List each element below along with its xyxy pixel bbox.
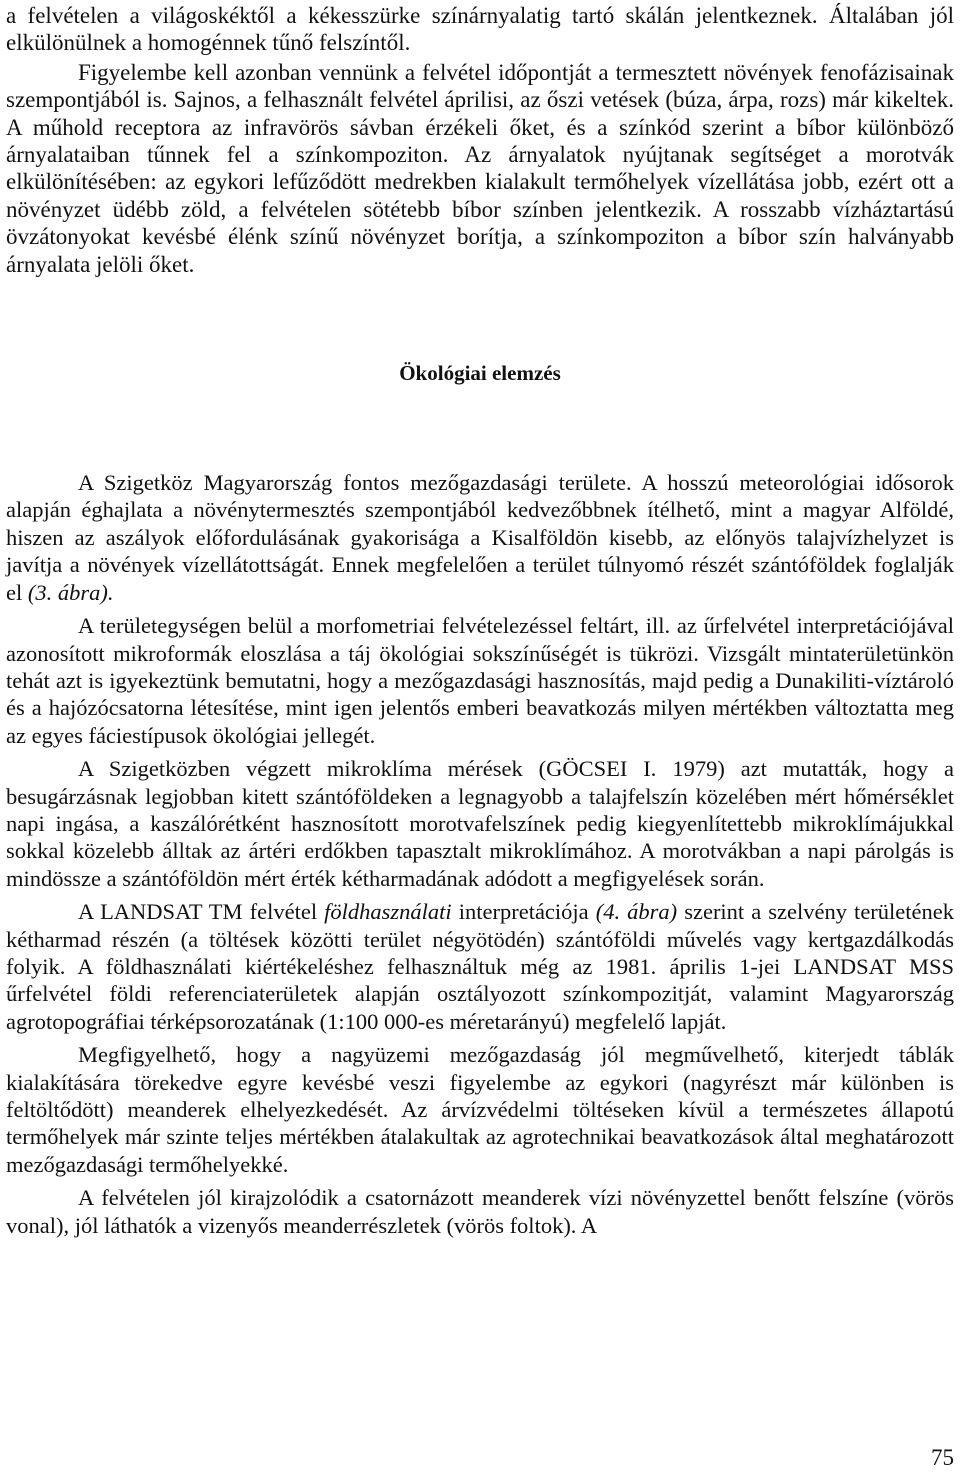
paragraph-text: A LANDSAT TM felvétel <box>78 899 325 925</box>
paragraph-landsat <box>6 898 954 1035</box>
figure-reference: (4. ábra) <box>595 899 678 925</box>
section-heading: Ökológiai elemzés <box>399 361 561 386</box>
emphasis-text: földhasználati <box>324 899 452 925</box>
paragraph-meanders: A felvételen jól kirajzolódik a csatornázott meanderek vízi növényzettel benőtt felszíne (vörös vonal), jól láthatók a vizenyős meanderrészletek (vörös foltok). A <box>6 1185 954 1238</box>
paragraph-text: szerint a szelvény területének kétharmad részén (a töltések közötti terület négyötödén) szántóföldi művelés vagy kertgazdálkodás folyik. A földhasználati kiértékeléshez felhasználtuk még az 1981. április 1-jei LANDSAT MSS űrfelvétel földi referenciaterületek alapján osztályozott színkompozitját, valamint Magyarország agrotopográfiai térképsorozatának (1:100 000-es méretarányú) megfelelő lapját. <box>6 899 955 1034</box>
page-number: 75 <box>931 1445 954 1470</box>
paragraph-text: interpretációja <box>451 899 596 925</box>
paragraph-szigetkoz <box>6 469 954 606</box>
paragraph-intro-continuation: a felvételen a világoskéktől a kékesszürke színárnyalatig tartó skálán jelentkeznek. Általában jól elkülönülnek a homogénnek tűnő felszíntől. <box>6 3 954 56</box>
paragraph-phenophase: Figyelembe kell azonban vennünk a felvétel időpontját a termesztett növények fenofázisainak szempontjából is. Sajnos, a felhasznált felvétel áprilisi, az őszi vetések (búza, árpa, rozs) már kikeltek. A műhold receptora az infravörös sávban érzékeli őket, és a színkód szerint a bíbor különböző árnyalataiban tűnnek fel a színkompoziton. Az árnyalatok nyújtanak segítséget a morotvák elkülönítésében: az egykori lefűződött medrekben kialakult termőhelyek vízellátása jobb, ezért ott a növényzet üdébb zöld, a felvételen sötétebb bíbor színben jelentkezik. A rosszabb vízháztartású övzátonyokat kevésbé élénk színű növényzet borítja, a színkompoziton a bíbor szín halványabb árnyalata jelöli őket. <box>6 59 954 277</box>
figure-reference: (3. ábra). <box>27 579 114 605</box>
paragraph-agriculture: Megfigyelhető, hogy a nagyüzemi mezőgazdaság jól megművelhető, kiterjedt táblák kialakítására törekedve egyre kevésbé veszi figyelembe az egykori (nagyrészt már különben is feltöltődött) meanderek elhelyezkedését. Az árvízvédelmi töltéseken kívül a természetes állapotú termőhelyek már szinte teljes mértékben átalakultak az agrotechnikai beavatkozások által meghatározott mezőgazdasági termőhelyekké. <box>6 1042 954 1177</box>
paragraph-microclimate: A Szigetközben végzett mikroklíma mérések (GÖCSEI I. 1979) azt mutatták, hogy a besugárzásnak legjobban kitett szántóföldeken a legnagyobb a talajfelszín közelében mért hőmérséklet napi ingása, a kaszálórétként hasznosított morotvafelszínek pedig kiegyenlítettebb mikroklímájukkal sokkal közelebb álltak az ártéri erdőkben tapasztalt mikroklímához. A morotvákban a napi párolgás is mindössze a szántóföldön mért érték kétharmadának adódott a megfigyelések során. <box>6 756 954 891</box>
paragraph-microforms: A területegységen belül a morfometriai felvételezéssel feltárt, ill. az űrfelvétel interpretációjával azonosított mikroformák eloszlása a táj ökológiai sokszínűségét is tükrözi. Vizsgált mintaterületünkön tehát azt is igyekeztünk bemutatni, hogy a mezőgazdasági hasznosítás, majd pedig a Dunakiliti-víztároló és a hajózócsatorna létesítése, mint igen jelentős emberi beavatkozás milyen mértékben változtatta meg az egyes fáciestípusok ökológiai jellegét. <box>6 613 954 748</box>
paragraph-text: A Szigetköz Magyarország fontos mezőgazdasági területe. A hosszú meteorológiai idősorok alapján éghajlata a növénytermesztés szempontjából kedvezőbbnek ítélhető, mint a magyar Alföldé, hiszen az aszályok előfordulásának gyakorisága a Kisalföldön kisebb, az előnyös talajvízhelyzet is javítja a növények vízellátottságát. Ennek megfelelően a terület túlnyomó részét szántóföldek foglalják el <box>6 470 954 605</box>
